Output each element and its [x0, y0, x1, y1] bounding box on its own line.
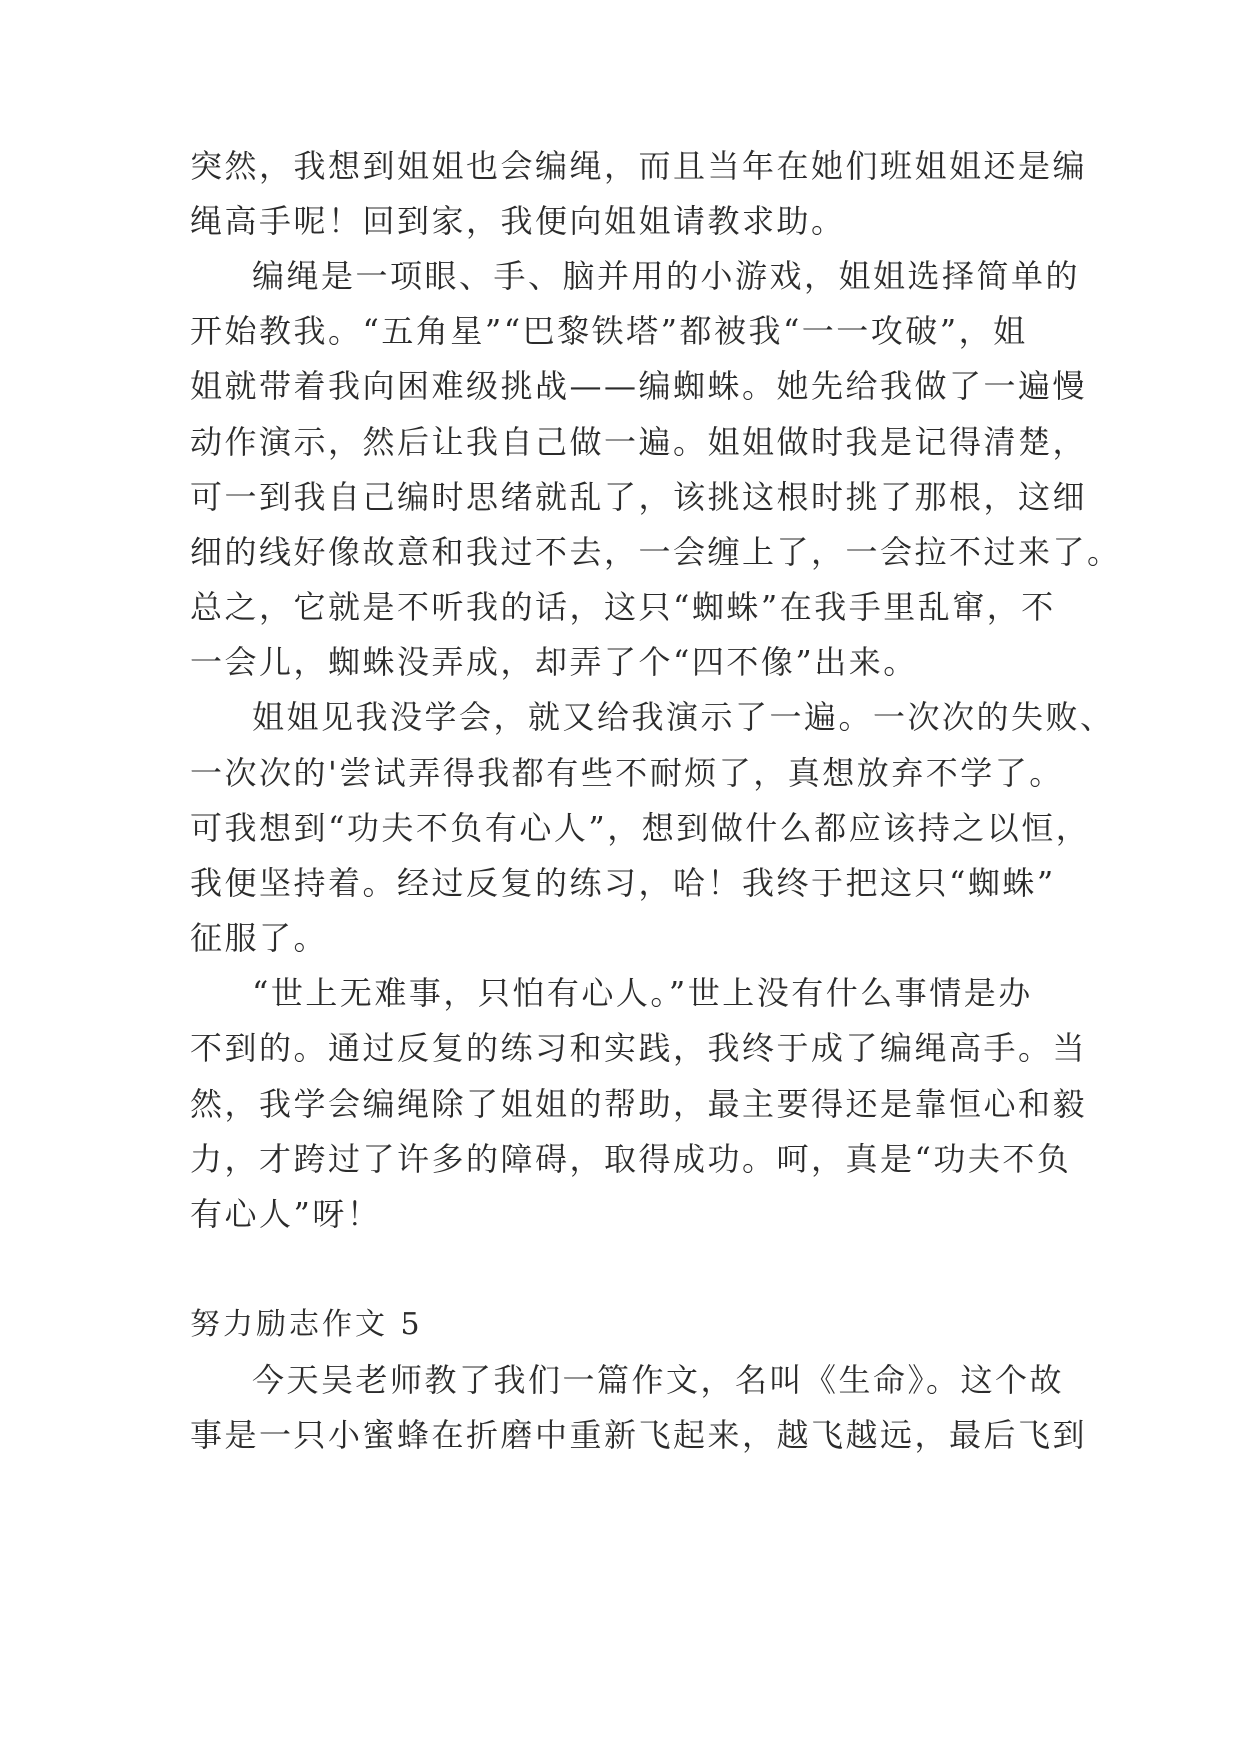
paragraph-line: 不到的。通过反复的练习和实践，我终于成了编绳高手。当: [190, 1029, 1088, 1067]
paragraph-line: 今天吴老师教了我们一篇作文，名叫《生命》。这个故: [252, 1361, 1065, 1399]
paragraph-line: 姐就带着我向困难级挑战——编蜘蛛。她先给我做了一遍慢: [190, 367, 1088, 405]
paragraph-line: 动作演示，然后让我自己做一遍。姐姐做时我是记得清楚，: [190, 423, 1088, 461]
paragraph-line: 征服了。: [190, 919, 329, 957]
paragraph-line: “世上无难事，只怕有心人。”世上没有什么事情是办: [252, 974, 1033, 1012]
paragraph-line: 事是一只小蜜蜂在折磨中重新飞起来，越飞越远，最后飞到: [190, 1416, 1088, 1454]
paragraph-line: 总之，它就是不听我的话，这只“蜘蛛”在我手里乱窜，不: [190, 588, 1056, 626]
paragraph-line: 力，才跨过了许多的障碍，取得成功。呵，真是“功夫不负: [190, 1140, 1072, 1178]
paragraph-line: 然，我学会编绳除了姐姐的帮助，最主要得还是靠恒心和毅: [190, 1085, 1088, 1123]
paragraph-line: 我便坚持着。经过反复的练习，哈！我终于把这只“蜘蛛”: [190, 864, 1056, 902]
paragraph-line: 可我想到“功夫不负有心人”，想到做什么都应该持之以恒，: [190, 809, 1091, 847]
paragraph-line: 有心人”呀！: [190, 1195, 382, 1233]
paragraph-line: 细的线好像故意和我过不去，一会缠上了，一会拉不过来了。: [190, 533, 1122, 571]
paragraph-line: 编绳是一项眼、手、脑并用的小游戏，姐姐选择简单的: [252, 257, 1081, 295]
paragraph-line: 可一到我自己编时思绪就乱了，该挑这根时挑了那根，这细: [190, 478, 1088, 516]
section-heading: 努力励志作文 5: [190, 1307, 423, 1342]
paragraph-line: 一次次的'尝试弄得我都有些不耐烦了，真想放弃不学了。: [190, 754, 1064, 792]
paragraph-line: 绳高手呢！回到家，我便向姐姐请教求助。: [190, 202, 846, 240]
paragraph-line: 突然，我想到姐姐也会编绳，而且当年在她们班姐姐还是编: [190, 147, 1088, 185]
paragraph-line: 一会儿，蜘蛛没弄成，却弄了个“四不像”出来。: [190, 643, 918, 681]
paragraph-line: 姐姐见我没学会，就又给我演示了一遍。一次次的失败、: [252, 698, 1115, 736]
paragraph-line: 开始教我。“五角星”“巴黎铁塔”都被我“一一攻破”，姐: [190, 312, 1028, 350]
